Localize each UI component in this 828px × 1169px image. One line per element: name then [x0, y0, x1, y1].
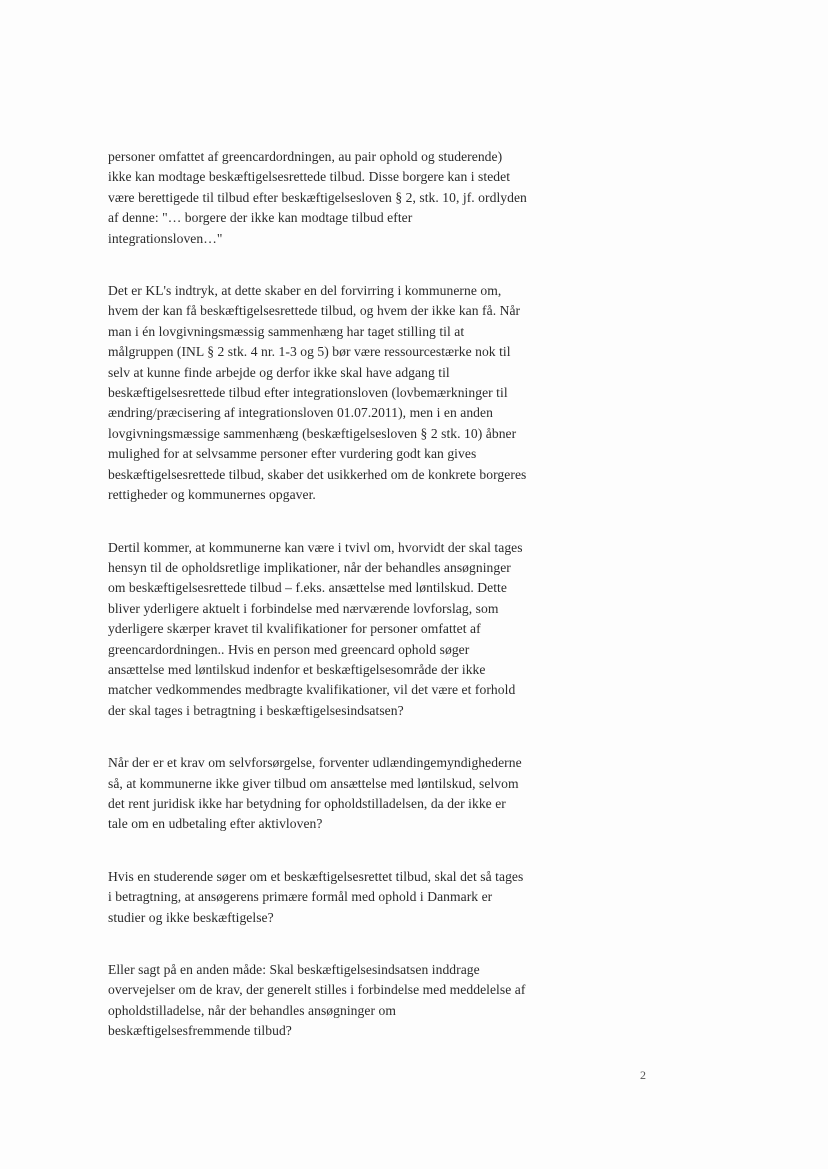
text-line: lovgivningsmæssige sammenhæng (beskæftigelsesloven § 2 stk. 10) åbner	[108, 425, 517, 441]
text-line: Eller sagt på en anden måde: Skal beskæftigelsesindsatsen inddrage	[108, 962, 480, 977]
text-line: Hvis en studerende søger om et beskæftigelsesrettet tilbud, skal det så tages	[108, 868, 524, 884]
text-line: af denne: "… borgere der ikke kan modtage tilbud efter	[108, 210, 413, 226]
paragraph-3	[108, 538, 608, 722]
text-line: beskæftigelsesfremmende tilbud?	[108, 1023, 292, 1039]
text-line: rettigheder og kommunernes opgaver.	[108, 487, 316, 503]
text-line: opholdstilladelse, når der behandles ansøgninger om	[108, 1002, 396, 1018]
text-line: det rent juridisk ikke har betydning for opholdstilladelsen, da der ikke er	[108, 795, 506, 811]
text-line: om beskæftigelsesrettede tilbud – f.eks. ansættelse med løntilskud. Dette	[108, 580, 507, 596]
text-line: man i én lovgivningsmæssig sammenhæng har taget stilling til at	[108, 323, 465, 339]
text-line: mulighed for at selvsamme personer efter vurdering godt kan gives	[108, 446, 477, 462]
text-line: ændring/præcisering af integrationsloven 01.07.2011), men i en anden	[108, 405, 493, 421]
text-line: selv at kunne finde arbejde og derfor ikke skal have adgang til	[108, 364, 450, 380]
text-line: være berettigede til tilbud efter beskæftigelsesloven § 2, stk. 10, jf. ordlyden	[108, 189, 527, 205]
text-line: målgruppen (INL § 2 stk. 4 nr. 1-3 og 5) bør være ressourcestærke nok til	[108, 344, 511, 360]
paragraph-4	[108, 753, 608, 835]
text-line: Når der er et krav om selvforsørgelse, forventer udlændingemyndighederne	[108, 755, 522, 771]
text-line: Dertil kommer, at kommunerne kan være i tvivl om, hvorvidt der skal tages	[108, 539, 523, 555]
text-line: studier og ikke beskæftigelse?	[108, 909, 274, 925]
text-line: beskæftigelsesrettede tilbud efter integrationsloven (lovbemærkninger til	[108, 385, 508, 401]
page-number: 2	[640, 1068, 646, 1082]
text-line: ikke kan modtage beskæftigelsesrettede tilbud. Disse borgere kan i stedet	[108, 169, 511, 185]
paragraph-2	[108, 281, 608, 505]
paragraph-5	[108, 867, 608, 928]
text-line: hvem der kan få beskæftigelsesrettede tilbud, og hvem der ikke kan få. Når	[108, 303, 521, 319]
text-line: hensyn til de opholdsretlige implikationer, når der behandles ansøgninger	[108, 559, 511, 575]
text-line: så, at kommunerne ikke giver tilbud om ansættelse med løntilskud, selvom	[108, 775, 519, 791]
text-line: integrationsloven…"	[108, 230, 223, 246]
text-line: matcher vedkommendes medbragte kvalifikationer, vil det være et forhold	[108, 682, 516, 698]
text-line: greencardordningen.. Hvis en person med greencard ophold søger	[108, 641, 470, 657]
document-body	[108, 147, 608, 1074]
text-line: Det er KL's indtryk, at dette skaber en del forvirring i kommunerne om,	[108, 283, 502, 299]
paragraph-1	[108, 147, 608, 249]
text-line: i betragtning, at ansøgerens primære formål med ophold i Danmark er	[108, 889, 493, 905]
text-line: ansættelse med løntilskud indenfor et beskæftigelsesområde der ikke	[108, 661, 486, 677]
text-line: personer omfattet af greencardordningen, au pair ophold og studerende)	[108, 149, 503, 164]
text-line: beskæftigelsesrettede tilbud, skaber det usikkerhed om de konkrete borgeres	[108, 466, 527, 482]
text-line: bliver yderligere aktuelt i forbindelse med nærværende lovforslag, som	[108, 600, 499, 616]
text-line: yderligere skærper kravet til kvalifikationer for personer omfattet af	[108, 621, 481, 637]
text-line: tale om en udbetaling efter aktivloven?	[108, 816, 323, 832]
text-line: der skal tages i betragtning i beskæftigelsesindsatsen?	[108, 702, 404, 718]
paragraph-6	[108, 960, 608, 1042]
text-line: overvejelser om de krav, der generelt stilles i forbindelse med meddelelse af	[108, 982, 526, 998]
